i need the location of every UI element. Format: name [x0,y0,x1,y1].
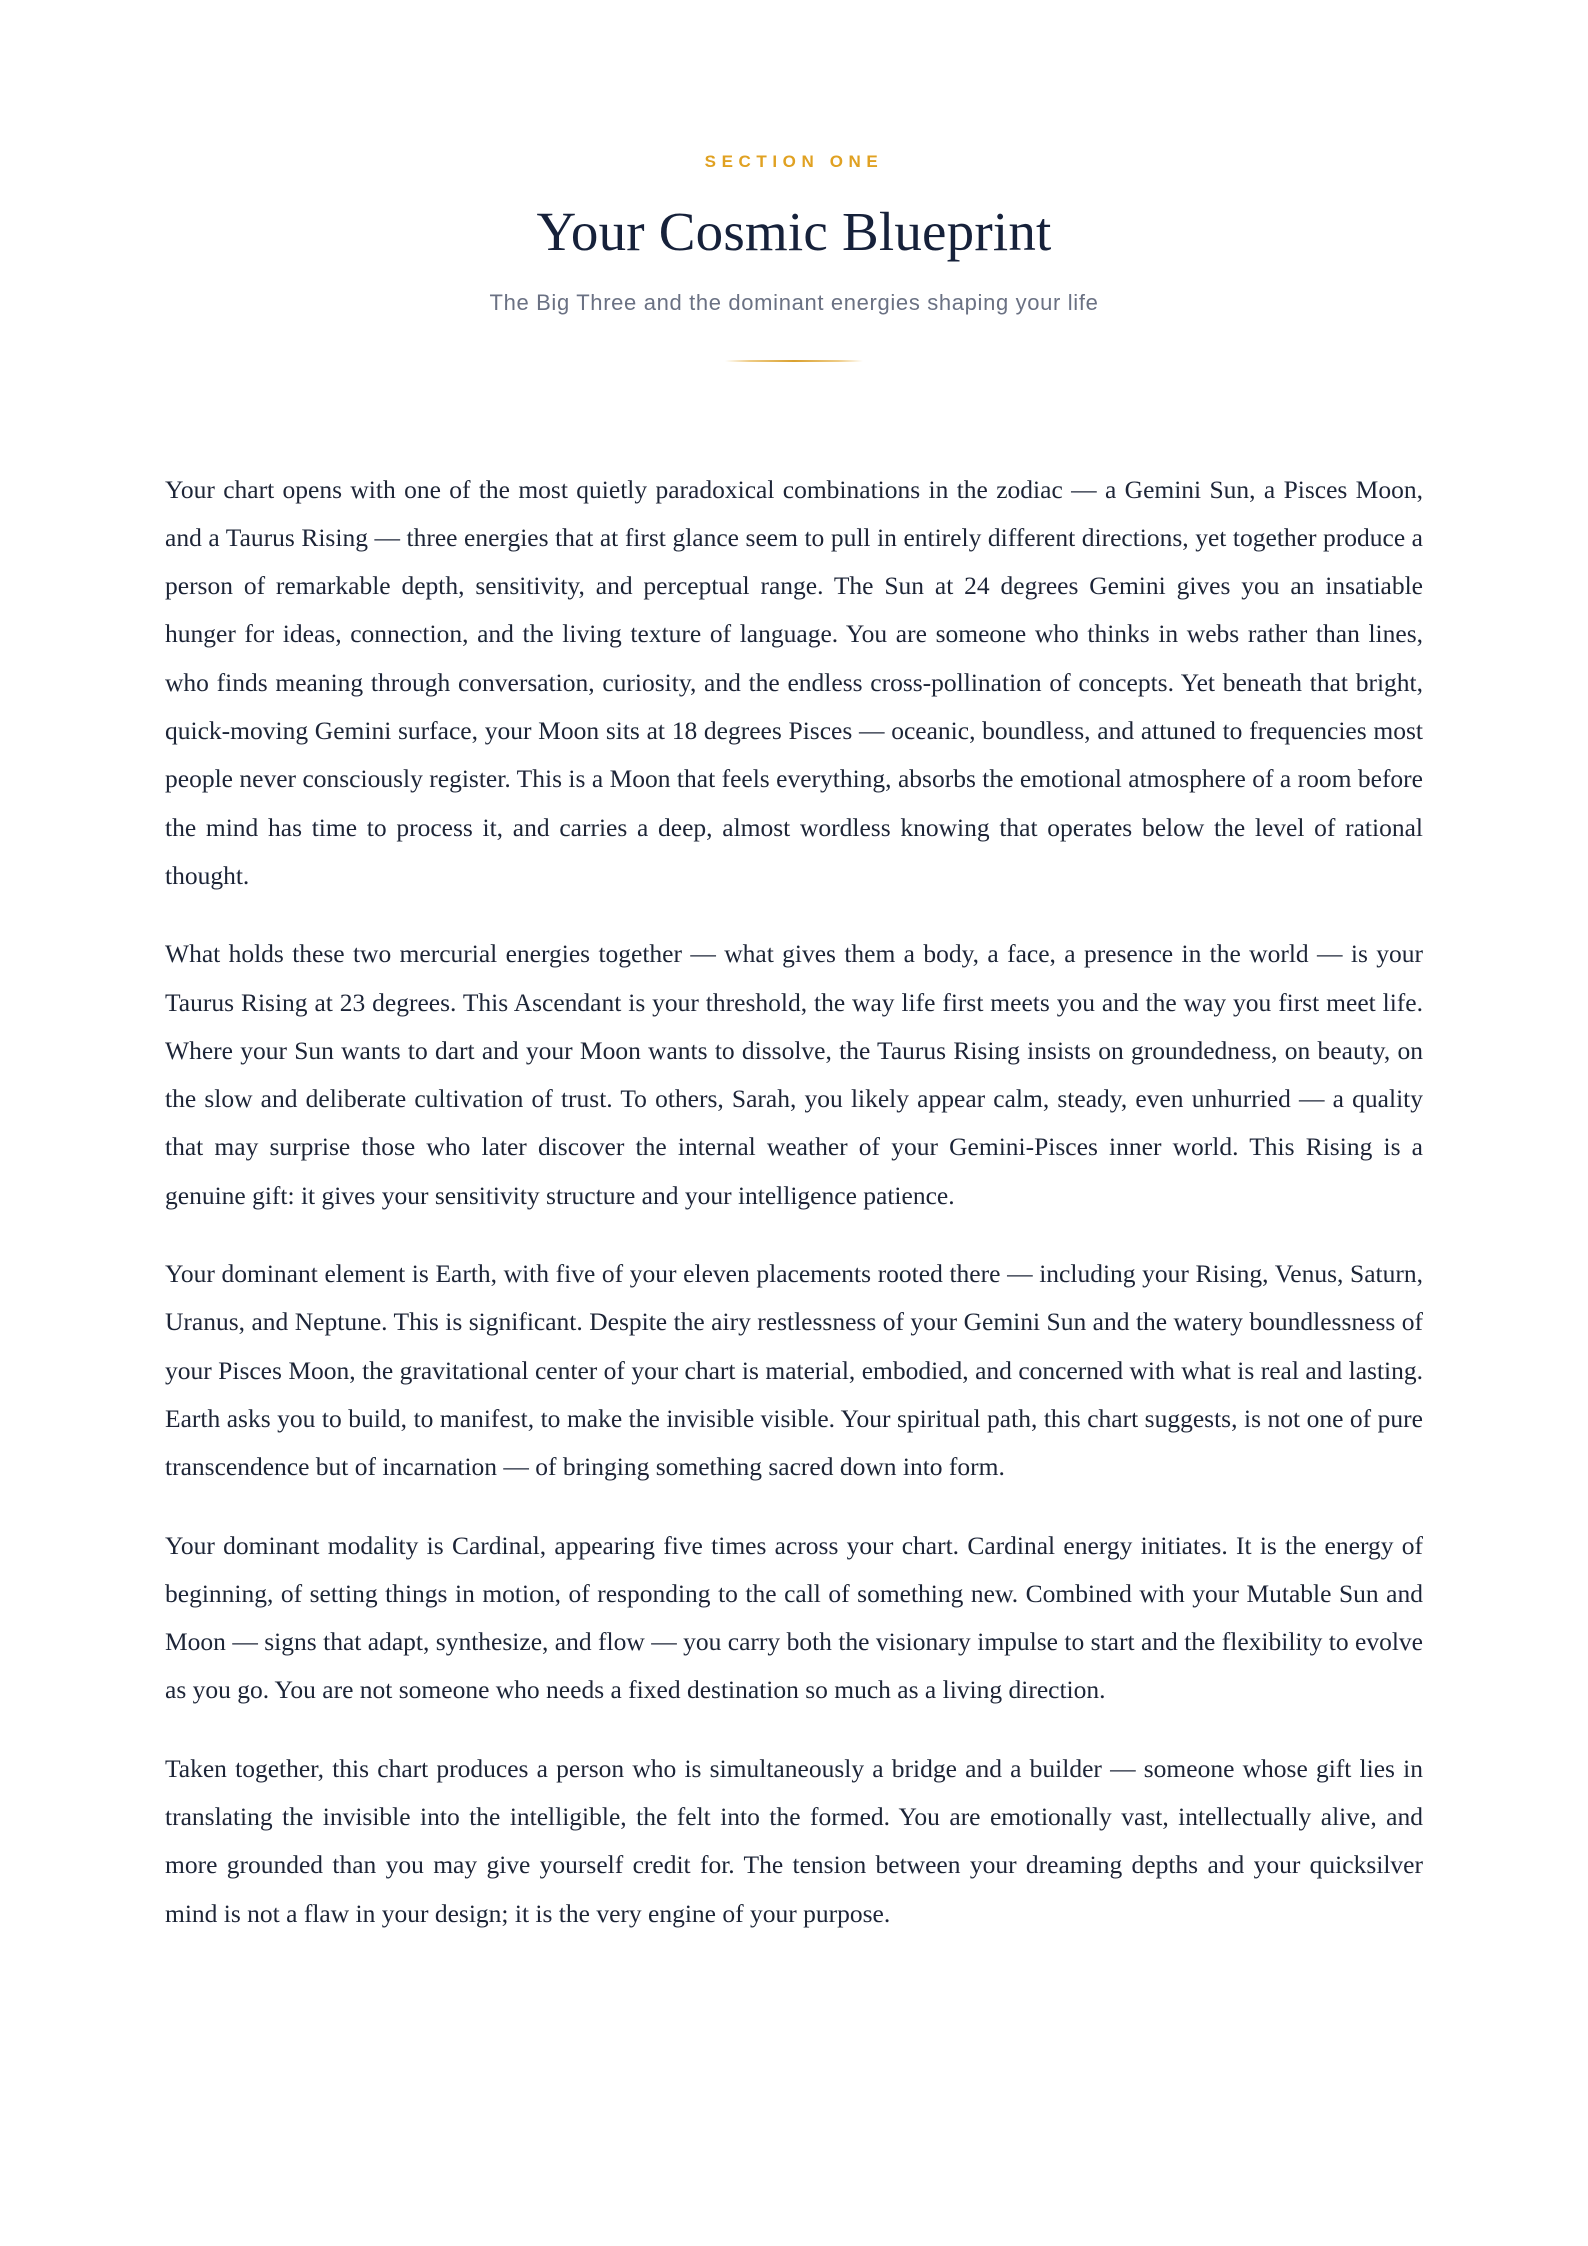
page-title: Your Cosmic Blueprint [536,201,1052,263]
section-eyebrow-label: SECTION ONE [704,152,884,171]
body-paragraph: Taken together, this chart produces a person who is simultaneously a bridge and a builder — someone whose gift lies in translating the invisible into the intelligible, the felt into the formed. You are emotionally vast, intellectually alive, and more grounded than you may give yourself credit for. The tension between your dreaming depths and your quicksilver mind is not a flaw in your design; it is the very engine of your purpose. [165,1753,1423,1928]
body-copy [165,362,1423,1998]
body-paragraph: Your dominant modality is Cardinal, appearing five times across your chart. Cardinal energy initiates. It is the energy of beginning, of setting things in motion, of responding to the call of something new. Combined with your Mutable Sun and Moon — signs that adapt, synthesize, and flow — you carry both the visionary impulse to start and the flexibility to evolve as you go. You are not someone who needs a fixed destination so much as a living direction. [165,1530,1423,1705]
body-paragraph: What holds these two mercurial energies together — what gives them a body, a face, a presence in the world — is your Taurus Rising at 23 degrees. This Ascendant is your threshold, the way life first meets you and the way you first meet life. Where your Sun wants to dart and your Moon wants to dissolve, the Taurus Rising insists on groundedness, on beauty, on the slow and deliberate cultivation of trust. To others, Sarah, you likely appear calm, steady, even unhurried — a quality that may surprise those who later discover the internal weather of your Gemini-Pisces inner world. This Rising is a genuine gift: it gives your sensitivity structure and your intelligence patience. [165,939,1423,1210]
section-header [0,0,1588,362]
body-paragraph: Your chart opens with one of the most quietly paradoxical combinations in the zodiac — a Gemini Sun, a Pisces Moon, and a Taurus Rising — three energies that at first glance seem to pull in entirely different directions, yet together produce a person of remarkable depth, sensitivity, and perceptual range. The Sun at 24 degrees Gemini gives you an insatiable hunger for ideas, connection, and the living texture of language. You are someone who thinks in webs rather than lines, who finds meaning through conversation, curiosity, and the endless cross-pollination of concepts. Yet beneath that bright, quick-moving Gemini surface, your Moon sits at 18 degrees Pisces — oceanic, boundless, and attuned to frequencies most people never consciously register. This is a Moon that feels everything, absorbs the emotional atmosphere of a room before the mind has time to process it, and carries a deep, almost wordless knowing that operates below the level of rational thought. [165,474,1423,890]
gold-rule-divider [725,360,863,362]
body-paragraph: Your dominant element is Earth, with five of your eleven placements rooted there — including your Rising, Venus, Saturn, Uranus, and Neptune. This is significant. Despite the airy restlessness of your Gemini Sun and the watery boundlessness of your Pisces Moon, the gravitational center of your chart is material, embodied, and concerned with what is real and lasting. Earth asks you to build, to manifest, to make the invisible visible. Your spiritual path, this chart suggests, is not one of pure transcendence but of incarnation — of bringing something sacred down into form. [165,1259,1423,1482]
page-subtitle: The Big Three and the dominant energies shaping your life [489,289,1099,315]
